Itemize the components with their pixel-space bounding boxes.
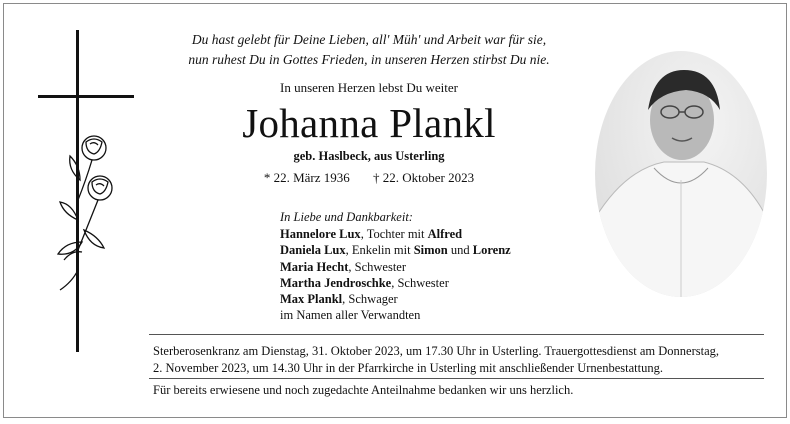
- mourner-partner: Lorenz: [472, 243, 511, 258]
- list-item: [280, 259, 511, 275]
- thanks-line: Für bereits erwiesene und noch zugedachte Anteilnahme bedanken wir uns herzlich.: [153, 383, 574, 397]
- cross-with-roses-icon: [34, 30, 134, 352]
- deceased-name: Johanna Plankl: [242, 100, 496, 146]
- mourner-partner: Simon: [413, 243, 448, 258]
- obituary-notice: [3, 3, 787, 418]
- mourners-heading: In Liebe und Dankbarkeit:: [280, 210, 413, 224]
- list-item: [280, 291, 511, 307]
- mourner-name: Daniela Lux: [280, 243, 346, 258]
- mourner-relation: , Schwester: [348, 259, 407, 274]
- verse: [154, 30, 584, 70]
- mourner-partner: Alfred: [427, 227, 463, 242]
- mourner-conjunction: und: [447, 243, 473, 258]
- funeral-line-1: Sterberosenkranz am Dienstag, 31. Oktober 2023, um 17.30 Uhr in Usterling. Trauergottesdienst am Donnerstag,: [153, 344, 719, 358]
- mourner-relation: , Schwester: [391, 275, 449, 290]
- birth-date: * 22. März 1936: [263, 170, 350, 185]
- mourner-name: Max Plankl: [280, 292, 343, 307]
- birth-name: geb. Haslbeck, aus Usterling: [293, 149, 445, 163]
- mourner-name: Maria Hecht: [280, 259, 349, 274]
- verse-line-2: nun ruhest Du in Gottes Frieden, in unseren Herzen stirbst Du nie.: [188, 52, 550, 67]
- list-item: [280, 275, 511, 291]
- mourner-name: Hannelore Lux: [280, 227, 361, 242]
- mourners-list: [280, 209, 511, 323]
- divider-top: [149, 334, 764, 335]
- death-date: † 22. Oktober 2023: [373, 170, 475, 185]
- mourner-relation: , Tochter mit: [360, 227, 428, 242]
- mourner-name: Martha Jendroschke: [280, 275, 392, 290]
- mourner-relation: , Schwager: [342, 292, 398, 307]
- life-dates: [154, 170, 584, 186]
- portrait-photo: [594, 50, 768, 298]
- intro-line: In unseren Herzen lebst Du weiter: [280, 80, 458, 95]
- verse-line-1: Du hast gelebt für Deine Lieben, all' Müh' und Arbeit war für sie,: [191, 32, 547, 47]
- mourners-closing: im Namen aller Verwandten: [280, 308, 421, 323]
- list-item: [280, 242, 511, 258]
- funeral-details: [153, 343, 773, 377]
- list-item: [280, 226, 511, 242]
- funeral-line-2: 2. November 2023, um 14.30 Uhr in der Pfarrkirche in Usterling mit anschließender Urnenbestattung.: [153, 361, 663, 375]
- divider-bottom: [149, 378, 764, 379]
- mourner-relation: , Enkelin mit: [345, 243, 414, 258]
